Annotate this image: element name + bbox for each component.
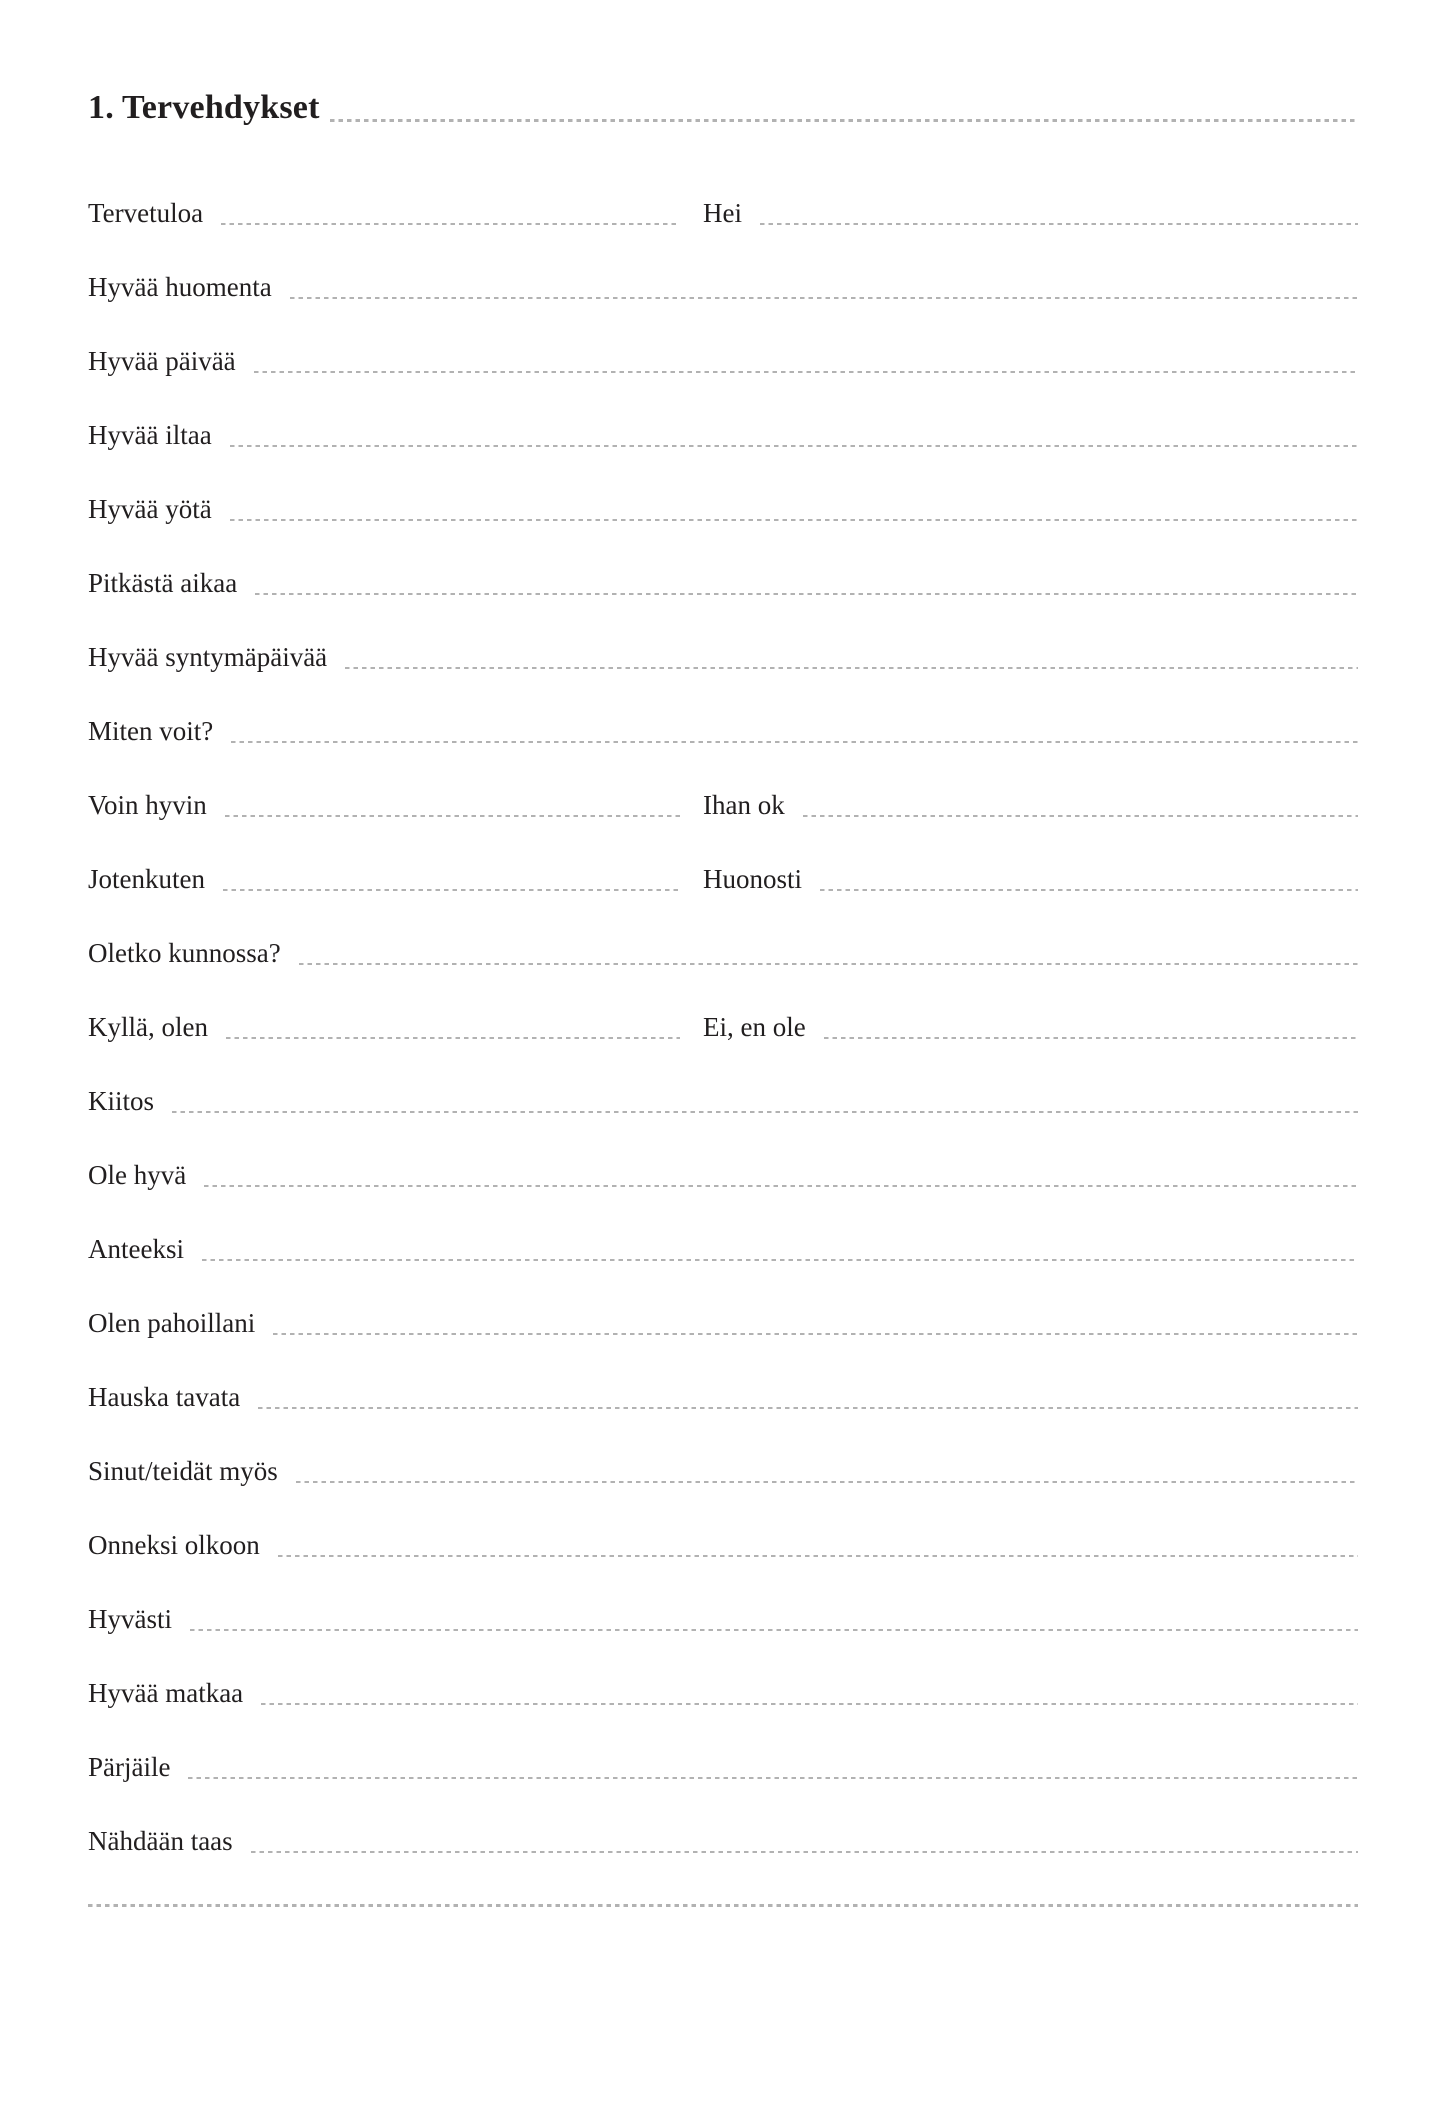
answer-line bbox=[230, 519, 1358, 521]
phrase-rows bbox=[88, 154, 1358, 1856]
phrase-cell bbox=[88, 1530, 1358, 1560]
phrase-cell bbox=[88, 790, 680, 820]
answer-line bbox=[188, 1777, 1358, 1779]
answer-line bbox=[261, 1703, 1358, 1705]
phrase-row bbox=[88, 228, 1358, 302]
phrase-cell bbox=[88, 1308, 1358, 1338]
phrase-label: Anteeksi bbox=[88, 1233, 184, 1264]
phrase-cell bbox=[88, 864, 680, 894]
answer-line bbox=[251, 1851, 1358, 1853]
phrase-row bbox=[88, 1782, 1358, 1856]
phrase-cell bbox=[703, 1012, 1358, 1042]
phrase-row bbox=[88, 1338, 1358, 1412]
answer-line bbox=[190, 1629, 1358, 1631]
phrase-cell bbox=[88, 1160, 1358, 1190]
phrase-label: Hyvästi bbox=[88, 1603, 172, 1634]
phrase-cell bbox=[88, 1234, 1358, 1264]
phrase-cell bbox=[88, 1678, 1358, 1708]
answer-line bbox=[202, 1259, 1358, 1261]
phrase-label: Kyllä, olen bbox=[88, 1011, 208, 1042]
phrase-cell bbox=[88, 1012, 680, 1042]
phrase-row bbox=[88, 1412, 1358, 1486]
phrase-label: Hyvää huomenta bbox=[88, 271, 272, 302]
phrase-cell bbox=[88, 420, 1358, 450]
phrase-row bbox=[88, 1190, 1358, 1264]
phrase-row bbox=[88, 1486, 1358, 1560]
phrase-cell bbox=[703, 198, 1358, 228]
answer-line bbox=[290, 297, 1358, 299]
title-row bbox=[88, 85, 1358, 125]
phrase-row bbox=[88, 820, 1358, 894]
phrase-label: Pitkästä aikaa bbox=[88, 567, 238, 598]
phrase-label: Ei, en ole bbox=[703, 1011, 806, 1042]
phrase-label: Oletko kunnossa? bbox=[88, 937, 281, 968]
answer-line bbox=[278, 1555, 1358, 1557]
phrase-cell bbox=[88, 494, 1358, 524]
answer-line bbox=[223, 889, 680, 891]
phrase-cell bbox=[88, 346, 1358, 376]
phrase-row bbox=[88, 1042, 1358, 1116]
phrase-row bbox=[88, 598, 1358, 672]
phrase-row bbox=[88, 450, 1358, 524]
phrase-cell bbox=[703, 864, 1358, 894]
phrase-label: Voin hyvin bbox=[88, 789, 207, 820]
phrase-row bbox=[88, 1708, 1358, 1782]
answer-line bbox=[221, 223, 680, 225]
phrase-label: Sinut/teidät myös bbox=[88, 1455, 278, 1486]
answer-line bbox=[204, 1185, 1358, 1187]
answer-line bbox=[225, 815, 680, 817]
worksheet-page bbox=[0, 85, 1445, 2128]
phrase-cell bbox=[88, 1604, 1358, 1634]
phrase-label: Huonosti bbox=[703, 863, 803, 894]
phrase-label: Hauska tavata bbox=[88, 1381, 241, 1412]
phrase-row bbox=[88, 894, 1358, 968]
phrase-label: Kiitos bbox=[88, 1085, 155, 1116]
phrase-row bbox=[88, 968, 1358, 1042]
answer-line bbox=[230, 445, 1358, 447]
phrase-cell bbox=[88, 272, 1358, 302]
phrase-label: Hyvää iltaa bbox=[88, 419, 212, 450]
phrase-label: Hei bbox=[703, 197, 742, 228]
phrase-label: Ihan ok bbox=[703, 789, 785, 820]
phrase-cell bbox=[88, 716, 1358, 746]
answer-line bbox=[231, 741, 1358, 743]
phrase-row bbox=[88, 1634, 1358, 1708]
title-fill-line bbox=[330, 119, 1358, 122]
phrase-cell bbox=[703, 790, 1358, 820]
phrase-cell bbox=[88, 1752, 1358, 1782]
phrase-cell bbox=[88, 568, 1358, 598]
phrase-row bbox=[88, 1560, 1358, 1634]
answer-line bbox=[760, 223, 1358, 225]
phrase-cell bbox=[88, 1382, 1358, 1412]
phrase-row bbox=[88, 746, 1358, 820]
phrase-label: Miten voit? bbox=[88, 715, 214, 746]
phrase-label: Hyvää yötä bbox=[88, 493, 212, 524]
answer-line bbox=[255, 593, 1358, 595]
phrase-row bbox=[88, 302, 1358, 376]
phrase-cell bbox=[88, 198, 680, 228]
phrase-row bbox=[88, 1116, 1358, 1190]
answer-line bbox=[254, 371, 1358, 373]
phrase-row bbox=[88, 672, 1358, 746]
phrase-cell bbox=[88, 642, 1358, 672]
phrase-row bbox=[88, 1264, 1358, 1338]
answer-line bbox=[820, 889, 1358, 891]
answer-line bbox=[226, 1037, 680, 1039]
page-title: 1. Tervehdykset bbox=[88, 89, 320, 126]
phrase-cell bbox=[88, 1086, 1358, 1116]
phrase-label: Onneksi olkoon bbox=[88, 1529, 260, 1560]
answer-line bbox=[172, 1111, 1358, 1113]
phrase-label: Olen pahoillani bbox=[88, 1307, 256, 1338]
phrase-cell bbox=[88, 1456, 1358, 1486]
phrase-label: Hyvää päivää bbox=[88, 345, 236, 376]
answer-line bbox=[345, 667, 1358, 669]
answer-line bbox=[296, 1481, 1358, 1483]
phrase-label: Nähdään taas bbox=[88, 1825, 233, 1856]
phrase-label: Tervetuloa bbox=[88, 197, 204, 228]
footer-separator-line bbox=[88, 1904, 1358, 1907]
phrase-label: Jotenkuten bbox=[88, 863, 205, 894]
phrase-label: Hyvää matkaa bbox=[88, 1677, 244, 1708]
phrase-label: Ole hyvä bbox=[88, 1159, 187, 1190]
phrase-cell bbox=[88, 1826, 1358, 1856]
phrase-row bbox=[88, 376, 1358, 450]
phrase-label: Hyvää syntymäpäivää bbox=[88, 641, 328, 672]
answer-line bbox=[258, 1407, 1358, 1409]
answer-line bbox=[299, 963, 1358, 965]
phrase-cell bbox=[88, 938, 1358, 968]
phrase-row bbox=[88, 154, 1358, 228]
answer-line bbox=[824, 1037, 1358, 1039]
answer-line bbox=[803, 815, 1358, 817]
answer-line bbox=[273, 1333, 1358, 1335]
phrase-row bbox=[88, 524, 1358, 598]
phrase-label: Pärjäile bbox=[88, 1751, 171, 1782]
